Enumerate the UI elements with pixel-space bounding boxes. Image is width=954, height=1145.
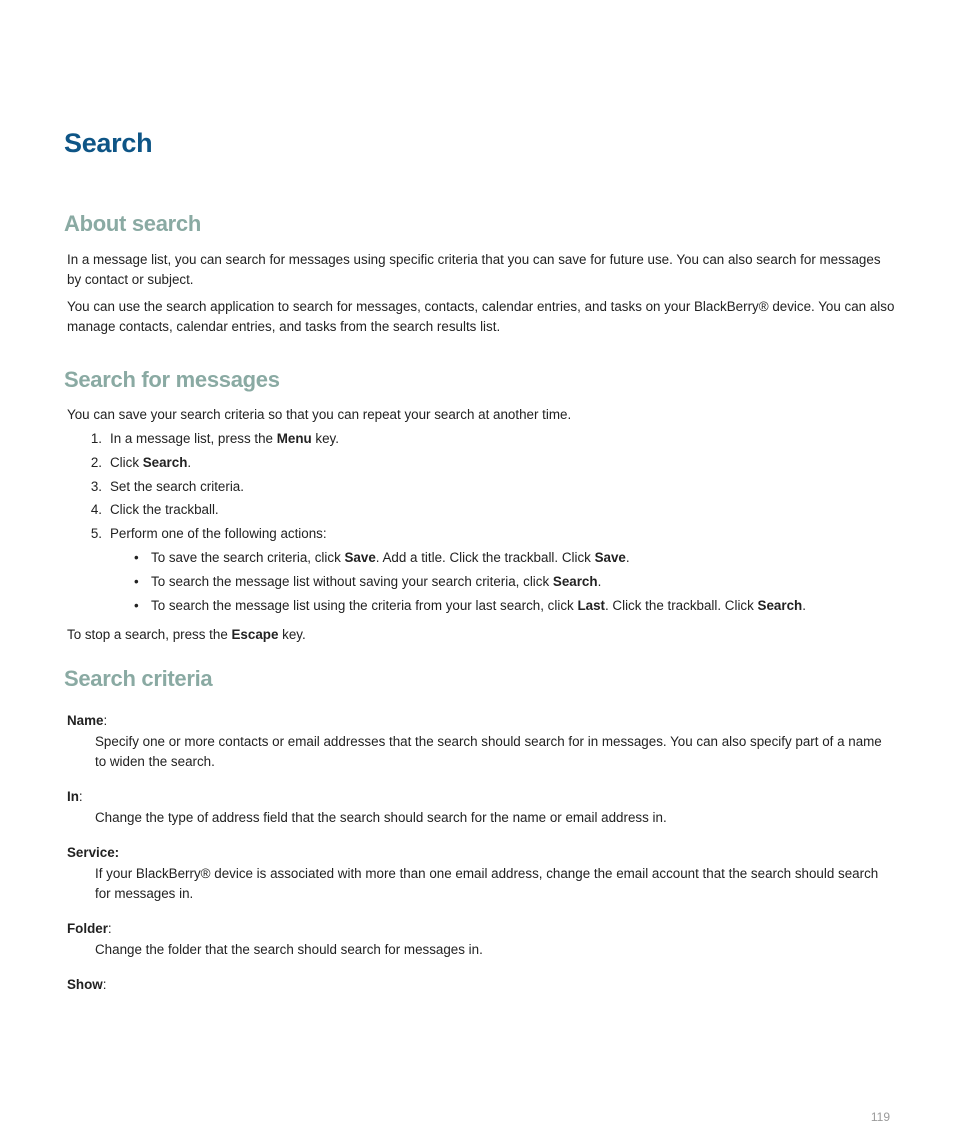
about-paragraph-1: In a message list, you can search for messages using specific criteria that you can save for future use. You can also search for messages by contact or subject. bbox=[67, 252, 881, 287]
about-paragraph-2: You can use the search application to search for messages, contacts, calendar entries, and tasks on your BlackBerry® device. You can also manage contacts, calendar entries, and tasks from the search results list. bbox=[67, 299, 895, 334]
heading-about-search: About search bbox=[64, 211, 201, 236]
criteria-def-in: Change the type of address field that the search should search for the name or email address in. bbox=[95, 810, 667, 825]
bullet-icon: • bbox=[134, 574, 139, 589]
step-number: 2. bbox=[90, 455, 102, 470]
bullet-icon: • bbox=[134, 550, 139, 565]
heading-search-criteria: Search criteria bbox=[64, 666, 213, 691]
criteria-def-name: Specify one or more contacts or email addresses that the search should search for in messages. You can also specify part of a name to widen the search. bbox=[95, 734, 882, 769]
page-title: Search bbox=[64, 128, 153, 158]
step-number: 3. bbox=[90, 479, 102, 494]
criteria-def-folder: Change the folder that the search should search for messages in. bbox=[95, 942, 483, 957]
stop-search-text: To stop a search, press the Escape key. bbox=[67, 627, 306, 642]
criteria-term-show: Show: bbox=[67, 977, 107, 992]
criteria-term-folder: Folder: bbox=[67, 921, 112, 936]
bullet-icon: • bbox=[134, 598, 139, 613]
page-number: 119 bbox=[870, 1110, 890, 1124]
criteria-term-service: Service: bbox=[67, 845, 120, 860]
step-number: 1. bbox=[90, 431, 102, 446]
criteria-term-in: In: bbox=[67, 789, 83, 804]
document-page: Search About search In a message list, you can search for messages using specific criteria that you can save for future use. You can also search for messages by contact or subject. You can use the search application to search for messages, contacts, calendar entries, and tasks on your BlackBerry® device. You can also manage contacts, calendar entries, and tasks from the search results list. Search for messages You can save your search criteria so that you can repeat your search at another time. 1. In a message list, press the Menu key. 2. Click Search. 3. Set the search criteria. 4. Click the trackball. 5. Perform one of the following actions: • To save the search criteria, click Save. Add a title. Click the trackball. Click Save. • To search the message list without saving your search criteria, click Search. • To search the message list using the criteria from your last search, click Last. Click the trackball. Click Search. To stop a search, press the Escape key. Search criteria Name: Specify one or more contacts or email addresses that the search should search for in messages. You can also specify part of a name to widen the search. In: Change the type of address field that the search should search for the name or email address in. Service: If your BlackBerry® device is associated with more than one email address, change the email account that the search should search for messages in. Folder: Change the folder that the search should search for messages in. Show: 119 bbox=[0, 0, 954, 1145]
step-number: 4. bbox=[90, 502, 102, 517]
messages-intro: You can save your search criteria so that you can repeat your search at another time. bbox=[67, 407, 572, 422]
heading-search-for-messages: Search for messages bbox=[64, 367, 280, 392]
criteria-def-service: If your BlackBerry® device is associated with more than one email address, change the email account that the search should search for messages in. bbox=[95, 866, 879, 901]
criteria-term-name: Name: bbox=[67, 713, 108, 728]
step-number: 5. bbox=[90, 526, 102, 541]
